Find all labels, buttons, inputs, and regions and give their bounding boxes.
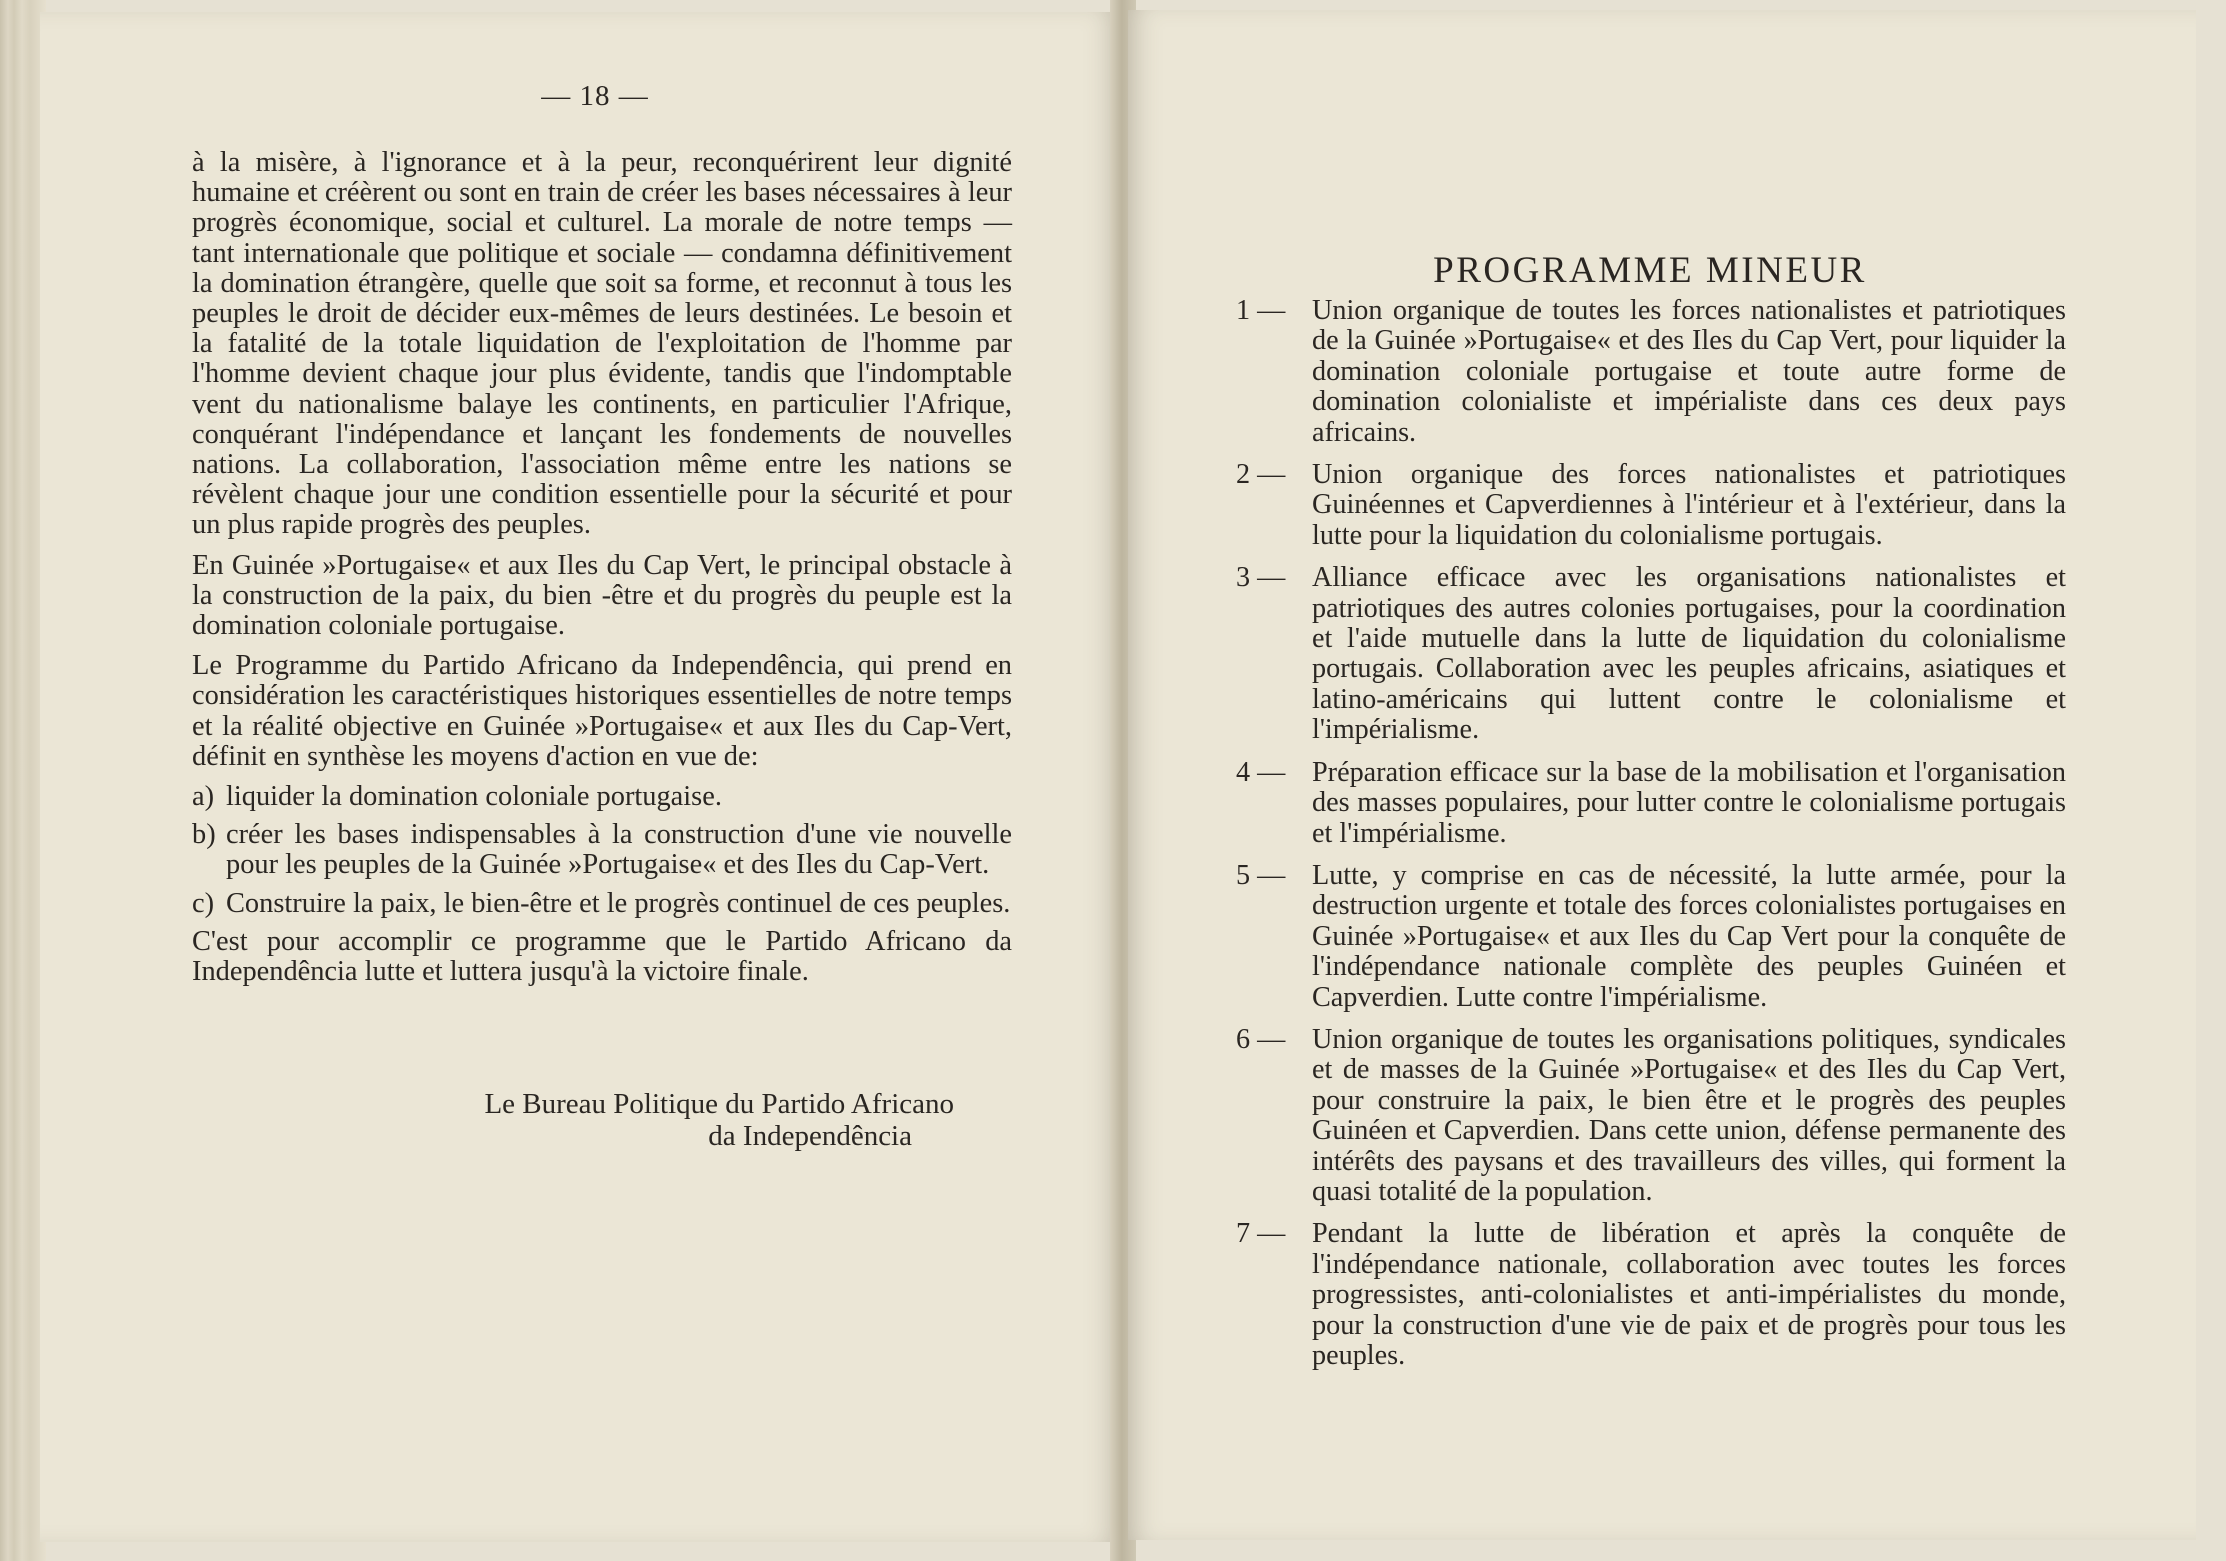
item-number: 2 — [1236,459,1286,491]
item-text: Préparation efficace sur la base de la mobilisation et l'organisation des masses populaires, pour lutter contre le colonialisme portugais et l'impérialisme. [1312,756,2066,849]
list-item [192,889,1012,919]
item-number: 7 — [1236,1218,1286,1250]
programme-item [1236,1025,2066,1207]
list-item-label: c) [192,887,215,919]
signature-line: da Independência [708,1120,912,1152]
list-item-text: liquider la domination coloniale portugaise. [226,781,722,813]
section-title: PROGRAMME MINEUR [1433,249,1867,291]
list-item-text: Construire la paix, le bien-être et le progrès continuel de ces peuples. [226,887,1011,919]
item-number: 3 — [1236,562,1286,594]
programme-list [1236,296,2066,1383]
list-item-label: b) [192,819,216,851]
paragraph: à la misère, à l'ignorance et à la peur, reconquérirent leur dignité humaine et créèrent ou sont en train de créer les bases nécessaires à leur progrès économique, social et culturel. La morale de notre temps — tant internationale que politique et sociale — condamna définitivement la domination étrangère, quelle que soit sa forme, et reconnut à tous les peuples le droit de décider eux-mêmes de leurs destinées. Le besoin et la fatalité de la totale liquidation de l'exploitation de l'homme par l'homme devient chaque jour plus évidente, tandis que l'indomptable vent du nationalisme balaye les continents, en particulier l'Afrique, conquérant l'indépendance et lançant les fondements de nouvelles nations. La collaboration, l'association même entre les nations se révèlent chaque jour une condition essentielle pour la sécurité et pour un plus rapide progrès des peuples. [192,147,1012,541]
list-item [192,820,1012,880]
item-number: 6 — [1236,1023,1286,1055]
programme-item [1236,758,2066,849]
list-item-label: a) [192,781,215,813]
item-text: Pendant la lutte de libération et après la conquête de l'indépendance nationale, collaboration avec toutes les forces progressistes, anti-colonialistes et anti-impérialistes du monde, pour la construction d'une vie de paix et de progrès pour tous les peuples. [1312,1218,2066,1371]
item-text: Union organique des forces nationalistes et patriotiques Guinéennes et Capverdiennes à l'intérieur et à l'extérieur, dans la lutte pour la liquidation du colonialisme portugais. [1312,459,2066,551]
item-number: 4 — [1236,756,1286,788]
programme-item [1236,296,2066,448]
left-page-text [192,148,1012,997]
closing-paragraph: C'est pour accomplir ce programme que le Partido Africano da Independência lutte et luttera jusqu'à la victoire finale. [192,925,1012,988]
paragraph: En Guinée »Portugaise« et aux Iles du Cap Vert, le principal obstacle à la construction de la paix, du bien -être et du progrès du peuple est la domination coloniale portugaise. [192,549,1012,642]
list-item [192,782,1012,812]
signature-block [192,1088,954,1152]
item-text: Union organique de toutes les organisations politiques, syndicales et de masses de la Guinée »Portugaise« et des Iles du Cap Vert, pour construire la paix, le bien être et le progrès des peuples Guinéen et Capverdien. Dans cette union, défense permanente des intérêts des paysans et des travailleurs des villes, qui forment la quasi totalité de la population. [1312,1023,2066,1207]
item-text: Alliance efficace avec les organisations nationalistes et patriotiques des autres colonies portugaises, pour la coordination et l'aide mutuelle dans la lutte de liquidation du colonialisme portugais. Collaboration avec les peuples africains, asiatiques et latino-américains qui luttent contre le colonialisme et l'impérialisme. [1312,562,2066,746]
page-number: — 18 — [541,80,649,112]
item-number: 1 — [1236,295,1286,326]
programme-item [1236,460,2066,551]
list-item-text: créer les bases indispensables à la construction d'une vie nouvelle pour les peuples de la Guinée »Portugaise« et des Iles du Cap-Vert. [226,819,1012,881]
programme-item [1236,563,2066,745]
item-text: Union organique de toutes les forces nationalistes et patriotiques de la Guinée »Portugaise« et des Iles du Cap Vert, pour liquider la domination coloniale portugaise et toute autre forme de domination colonialiste et impérialiste dans ces deux pays africains. [1312,295,2066,448]
programme-item [1236,1219,2066,1371]
item-text: Lutte, y comprise en cas de nécessité, la lutte armée, pour la destruction urgente et totale des forces colonialistes portugaises en Guinée »Portugaise« et aux Iles du Cap Vert pour la conquête de l'indépendance nationale complète des peuples Guinéen et Capverdien. Lutte contre l'impérialisme. [1312,859,2066,1013]
signature-line: Le Bureau Politique du Partido Africano [484,1088,954,1120]
item-number: 5 — [1236,859,1286,891]
paragraph: Le Programme du Partido Africano da Independência, qui prend en considération les caractéristiques historiques essentielles de notre temps et la réalité objective en Guinée »Portugaise« et aux Iles du Cap-Vert, définit en synthèse les moyens d'action en vue de: [192,650,1012,772]
programme-item [1236,861,2066,1013]
